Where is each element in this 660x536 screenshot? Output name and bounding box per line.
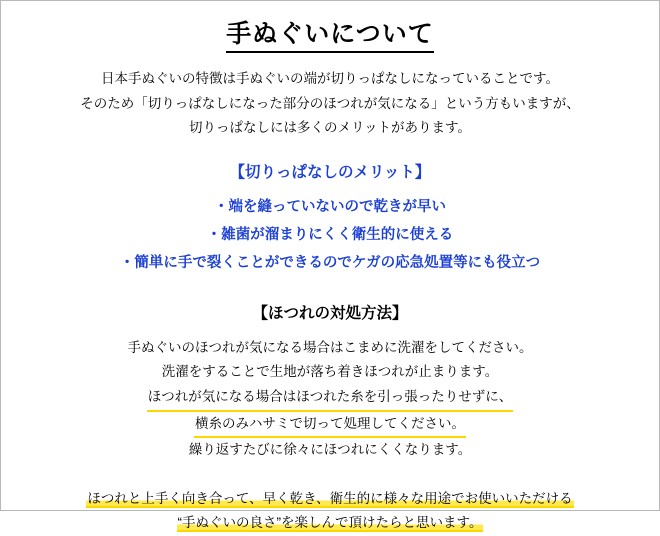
- care-line-text: 横糸のみハサミで切って処理してください。: [194, 412, 466, 439]
- care-heading: 【ほつれの対処方法】: [252, 304, 408, 322]
- intro-line: そのため「切りっぱなしになった部分のほつれが気になる」という方もいますが、: [80, 95, 580, 111]
- care-line-text: ほつれが気になる場合はほつれた糸を引っ張ったりせずに、: [147, 385, 514, 412]
- care-block: [19, 300, 641, 463]
- merits-heading: 【切りっぱなしのメリット】: [229, 163, 431, 181]
- care-line: 繰り返すたびに徐々にほつれにくくなります。: [188, 442, 472, 458]
- care-line: 洗濯をすることで生地が落ち着きほつれが止まります。: [161, 364, 499, 380]
- intro-block: [19, 67, 641, 141]
- document-body: [1, 1, 659, 536]
- closing-line-text: ほつれと上手く向き合って、早く乾き、衛生的に様々な用途でお使いいただける: [87, 490, 573, 506]
- intro-line: 切りっぱなしには多くのメリットがあります。: [189, 120, 471, 136]
- closing-line-highlighted: [19, 511, 641, 536]
- care-line: 手ぬぐいのほつれが気になる場合はこまめに洗濯をしてください。: [127, 339, 533, 355]
- page-title-text: 手ぬぐいについて: [226, 19, 434, 53]
- merit-item: ・端を縫っていないので乾きが早い: [214, 198, 446, 215]
- merit-item: ・簡単に手で裂くことができるのでケガの応急処置等にも役立つ: [119, 255, 541, 272]
- closing-block: [19, 487, 641, 536]
- merits-block: [19, 159, 641, 278]
- care-line-highlighted: [19, 385, 641, 412]
- closing-line-highlighted: [19, 487, 641, 512]
- intro-line: 日本手ぬぐいの特徴は手ぬぐいの端が切りっぱなしになっていることです。: [101, 71, 559, 86]
- page-title: [19, 19, 641, 53]
- care-line-highlighted: [19, 412, 641, 439]
- closing-line-text: “手ぬぐいの良さ”を楽しんで頂けたらと思います。: [177, 515, 483, 531]
- merit-item: ・雑菌が溜まりにくく衛生的に使える: [206, 227, 454, 244]
